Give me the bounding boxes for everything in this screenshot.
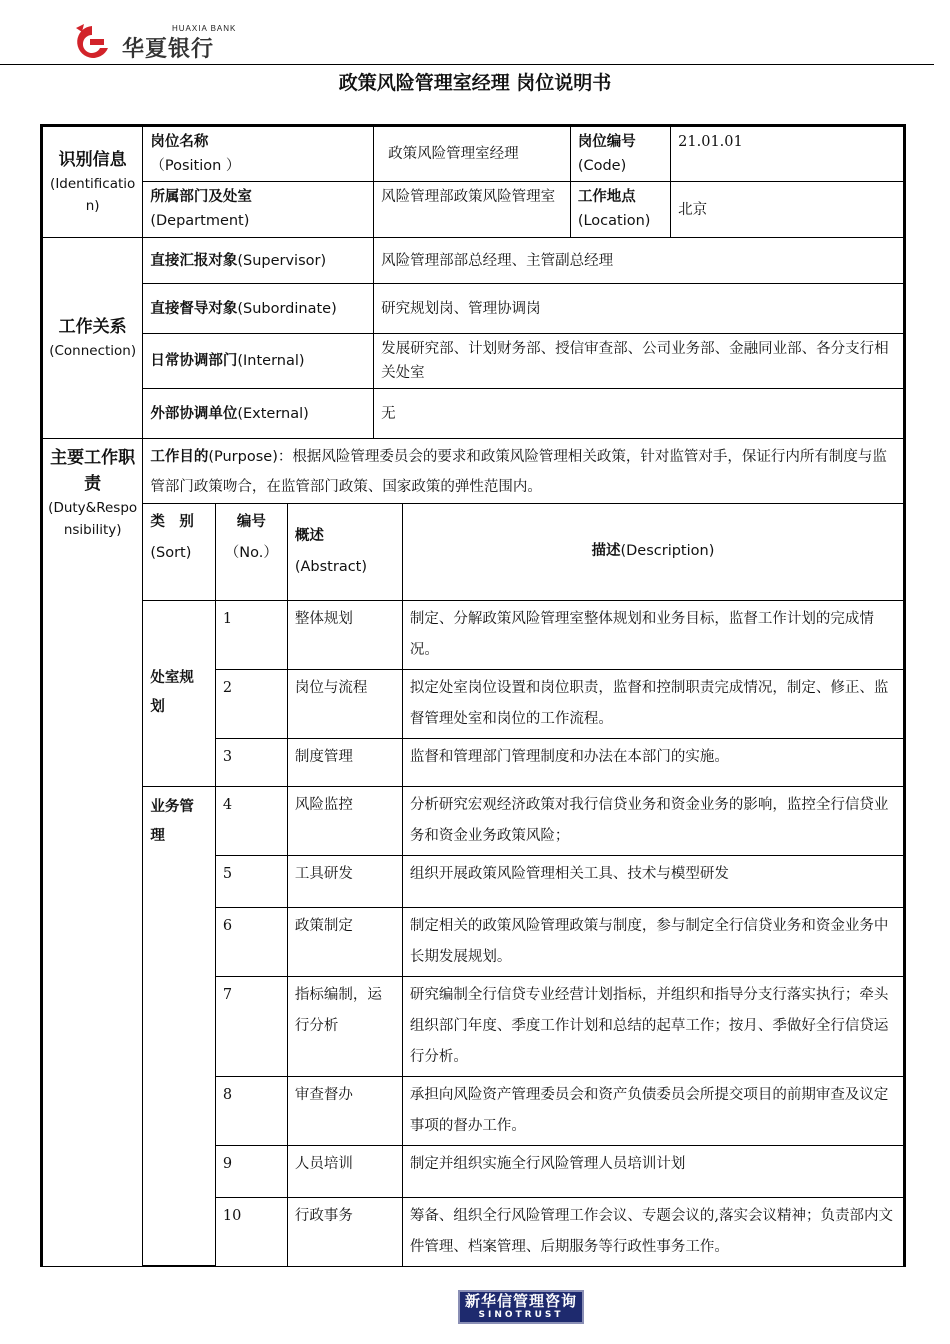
item-abstract: 工具研发 xyxy=(287,855,402,907)
sort-header-label: 类 别 xyxy=(150,514,194,530)
page-header xyxy=(0,0,950,70)
department-row xyxy=(42,182,905,238)
item-description: 组织开展政策风险管理相关工具、技术与模型研发 xyxy=(402,855,903,907)
connection-value: 发展研究部、计划财务部、授信审查部、公司业务部、金融同业部、各分支行相关处室 xyxy=(374,334,905,389)
code-value: 21.01.01 xyxy=(671,126,905,182)
duty-item-row xyxy=(143,786,903,855)
duty-item-row xyxy=(143,1145,903,1197)
connection-label: 日常协调部门 xyxy=(150,353,238,369)
sinotrust-logo xyxy=(458,1290,584,1324)
connection-row xyxy=(42,238,905,284)
item-no: 4 xyxy=(215,786,287,855)
item-description: 制定并组织实施全行风险管理人员培训计划 xyxy=(402,1145,903,1197)
no-header-label: 编号 xyxy=(236,514,266,530)
item-abstract: 整体规划 xyxy=(287,600,402,669)
item-no: 10 xyxy=(215,1197,287,1266)
item-description: 拟定处室岗位设置和岗位职责，监督和控制职责完成情况，制定、修正、监督管理处室和岗位的工作流程。 xyxy=(402,669,903,738)
description-header-label: 描述 xyxy=(591,543,621,560)
sort-cell-business: 业务管理 xyxy=(143,786,215,1266)
department-label: 所属部门及处室 xyxy=(150,189,252,205)
connection-label-cell xyxy=(143,284,374,334)
item-abstract: 审查督办 xyxy=(287,1076,402,1145)
location-label-en: (Location) xyxy=(577,213,651,229)
duty-item-row xyxy=(143,600,903,669)
connection-title-en: (Connection) xyxy=(49,343,137,359)
item-no: 3 xyxy=(215,738,287,786)
item-abstract: 指标编制，运行分析 xyxy=(287,976,402,1076)
abstract-header-en: (Abstract) xyxy=(294,558,368,575)
item-description: 分析研究宏观经济政策对我行信贷业务和资金业务的影响，监控全行信贷业务和资金业务政策风险； xyxy=(402,786,903,855)
connection-value: 研究规划岗、管理协调岗 xyxy=(374,284,905,334)
item-description: 制定相关的政策风险管理政策与制度，参与制定全行信贷业务和资金业务中长期发展规划。 xyxy=(402,907,903,976)
connection-label-cell xyxy=(143,389,374,439)
header-divider xyxy=(0,64,934,65)
brand-english: HUAXIA BANK xyxy=(172,24,237,33)
huaxia-bank-logo-icon xyxy=(70,22,114,62)
connection-label-en: (Internal) xyxy=(237,353,305,369)
footer-brand-cn: 新华信管理咨询 xyxy=(464,1292,577,1310)
duty-table xyxy=(143,504,903,1266)
connection-label-en: (Supervisor) xyxy=(237,252,327,269)
department-value: 风险管理部政策风险管理室 xyxy=(374,182,571,238)
duty-section xyxy=(42,439,143,1267)
duty-item-row xyxy=(143,855,903,907)
item-abstract: 人员培训 xyxy=(287,1145,402,1197)
duty-item-row xyxy=(143,669,903,738)
connection-row xyxy=(42,334,905,389)
connection-value: 风险管理部部总经理、主管副总经理 xyxy=(374,238,905,284)
connection-label-cell xyxy=(143,238,374,284)
item-abstract: 风险监控 xyxy=(287,786,402,855)
connection-label: 外部协调单位 xyxy=(150,405,238,422)
document-title: 政策风险管理室经理 岗位说明书 xyxy=(338,72,612,94)
item-no: 7 xyxy=(215,976,287,1076)
duty-header-row xyxy=(143,504,903,600)
item-description: 监督和管理部门管理制度和办法在本部门的实施。 xyxy=(402,738,903,786)
item-no: 8 xyxy=(215,1076,287,1145)
connection-label-en: (External) xyxy=(237,405,309,422)
connection-row xyxy=(42,389,905,439)
code-label: 岗位编号 xyxy=(577,134,636,150)
duty-item-row xyxy=(143,1197,903,1266)
item-description: 筹备、组织全行风险管理工作会议、专题会议的,落实会议精神；负责部内文件管理、档案管理、后期服务等行政性事务工作。 xyxy=(409,1207,893,1255)
purpose-label-en: (Purpose)： xyxy=(208,449,293,465)
item-description: 承担向风险资产管理委员会和资产负债委员会所提交项目的前期审查及议定事项的督办工作。 xyxy=(402,1076,903,1145)
location-label: 工作地点 xyxy=(577,189,636,205)
connection-label-cell xyxy=(143,334,374,389)
duty-item-row xyxy=(143,738,903,786)
item-description: 研究编制全行信贷专业经营计划指标，并组织和指导分支行落实执行；牵头组织部门年度、季度工作计划和总结的起草工作；按月、季做好全行信贷运行分析。 xyxy=(402,976,903,1076)
abstract-header-label: 概述 xyxy=(294,527,324,544)
item-no: 6 xyxy=(215,907,287,976)
position-label-cell xyxy=(143,126,374,182)
duty-title-en: (Duty&Responsibility) xyxy=(48,500,138,538)
description-header-en: (Description) xyxy=(620,543,715,560)
duty-item-row xyxy=(143,907,903,976)
purpose-text: 根据风险管理委员会的要求和政策风险管理相关政策，针对监管对手，保证行内所有制度与监管部门政策吻合，在监管部门政策、国家政策的弹性范围内。 xyxy=(150,449,887,495)
code-label-en: (Code) xyxy=(577,158,627,174)
identification-title: 识别信息 xyxy=(58,150,127,170)
item-no: 5 xyxy=(215,855,287,907)
duty-row xyxy=(42,439,905,1267)
position-label: 岗位名称 xyxy=(150,134,209,150)
duty-content xyxy=(143,439,905,1267)
connection-row xyxy=(42,284,905,334)
connection-label-en: (Subordinate) xyxy=(237,300,337,317)
abstract-header xyxy=(287,504,402,600)
connection-label: 直接督导对象 xyxy=(150,300,238,317)
item-abstract: 制度管理 xyxy=(287,738,402,786)
sort-header xyxy=(143,504,215,600)
item-abstract: 政策制定 xyxy=(287,907,402,976)
identification-title-en: (Identification) xyxy=(50,176,136,214)
identification-section xyxy=(42,126,143,238)
location-label-cell xyxy=(570,182,670,238)
item-abstract: 岗位与流程 xyxy=(287,669,402,738)
department-label-cell xyxy=(143,182,374,238)
purpose-label: 工作目的 xyxy=(150,449,209,465)
connection-value: 无 xyxy=(374,389,905,439)
duty-title: 主要工作职责 xyxy=(50,448,136,494)
location-value: 北京 xyxy=(671,182,905,238)
position-label-en: （Position ） xyxy=(150,158,241,174)
item-no: 9 xyxy=(215,1145,287,1197)
connection-label: 直接汇报对象 xyxy=(150,252,238,269)
connection-section xyxy=(42,238,143,439)
sort-header-en: (Sort) xyxy=(150,545,192,561)
job-description-table xyxy=(40,124,906,1267)
department-label-en: (Department) xyxy=(150,213,250,229)
description-header xyxy=(402,504,903,600)
sort-cell-planning: 处室规划 xyxy=(143,600,215,786)
no-header xyxy=(215,504,287,600)
position-row xyxy=(42,126,905,182)
no-header-en: （No.） xyxy=(224,545,278,561)
footer-brand-en: SINOTRUST xyxy=(478,1310,564,1320)
item-description: 制定、分解政策风险管理室整体规划和业务目标，监督工作计划的完成情况。 xyxy=(402,600,903,669)
duty-item-row xyxy=(143,976,903,1076)
item-no: 1 xyxy=(215,600,287,669)
code-label-cell xyxy=(570,126,670,182)
brand-chinese: 华夏银行 xyxy=(122,37,215,62)
position-value: 政策风险管理室经理 xyxy=(374,126,571,182)
purpose-block xyxy=(143,439,903,504)
duty-item-row xyxy=(143,1076,903,1145)
item-abstract: 行政事务 xyxy=(287,1197,402,1266)
item-no: 2 xyxy=(215,669,287,738)
connection-title: 工作关系 xyxy=(58,317,127,337)
